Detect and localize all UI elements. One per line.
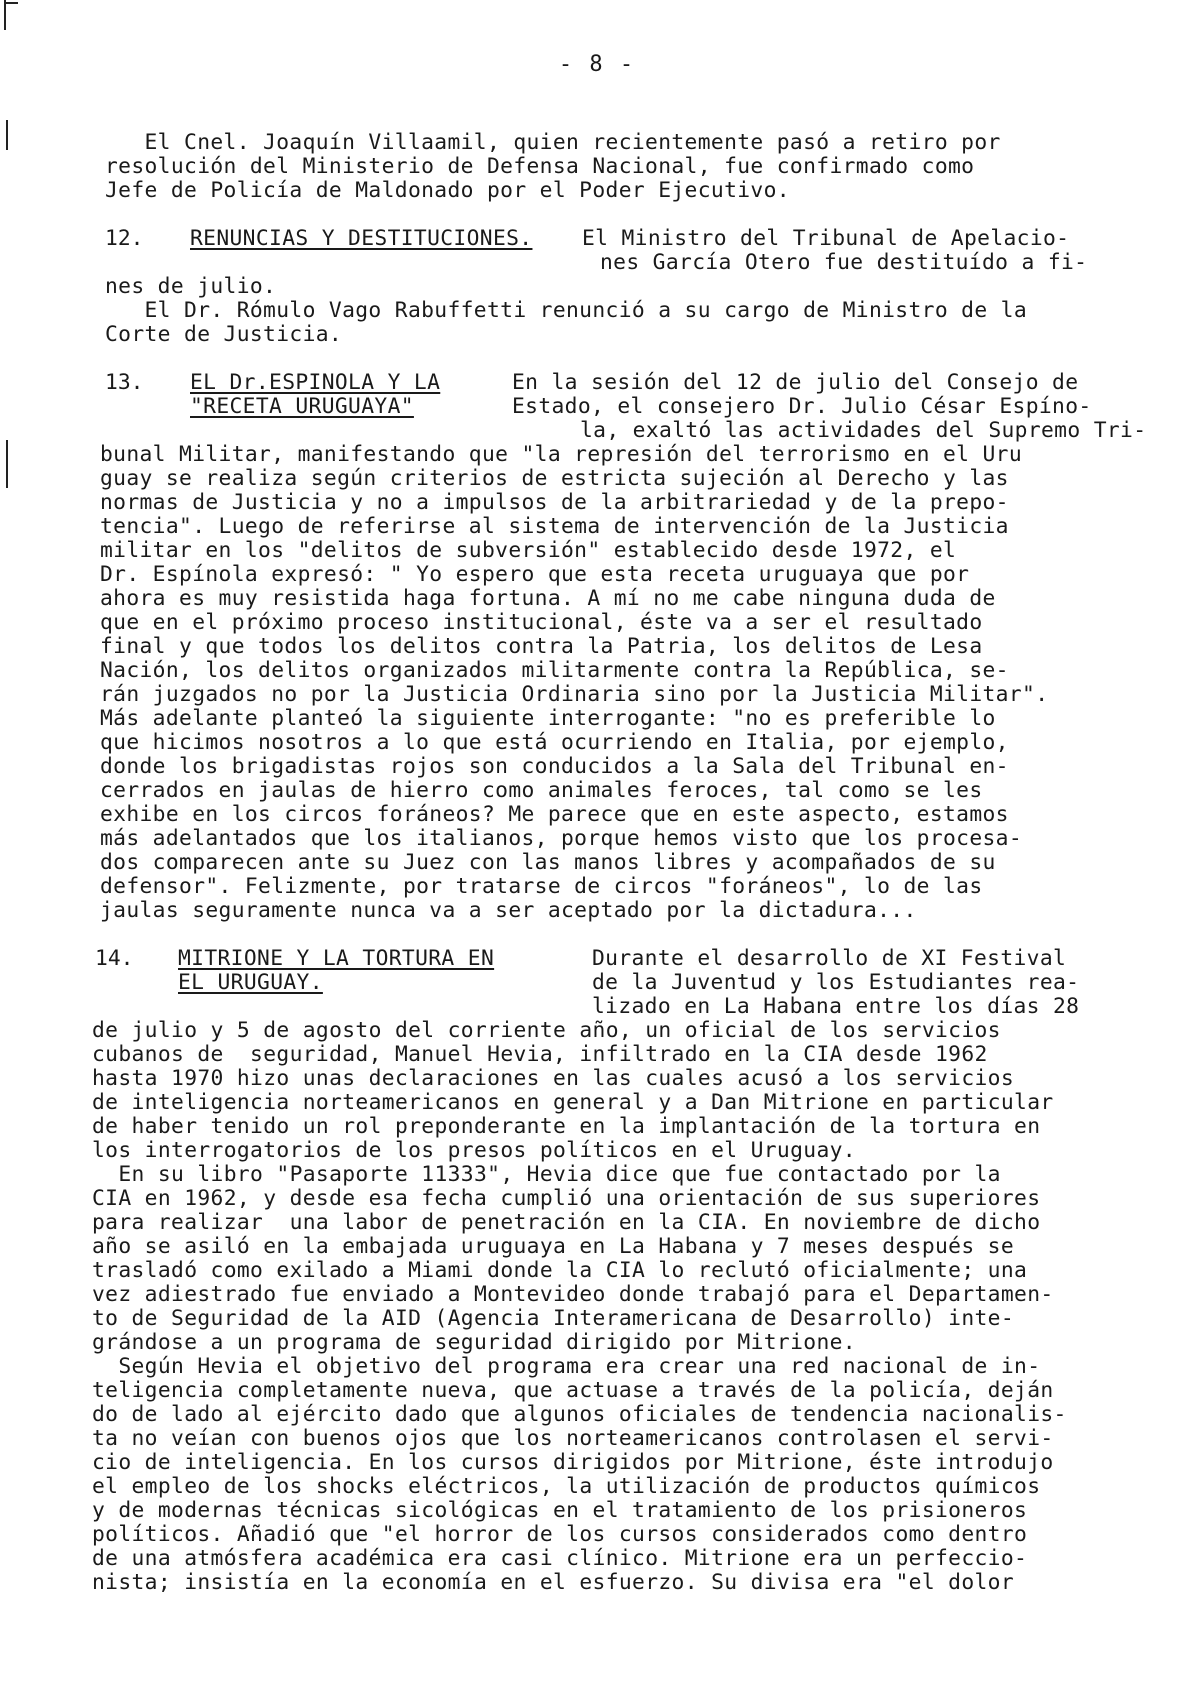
body-line: de una atmósfera académica era casi clínico. Mitrione era un perfeccio- xyxy=(92,1546,1028,1571)
body-line: nista; insistía en la economía en el esfuerzo. Su divisa era "el dolor xyxy=(92,1570,1015,1595)
side-line: de la Juventud y los Estudiantes rea- xyxy=(592,970,1080,995)
body-line: más adelantados que los italianos, porque hemos visto que los procesa- xyxy=(100,826,1023,851)
section-heading: "RECETA URUGUAYA" xyxy=(190,394,414,419)
side-line: Durante el desarrollo de XI Festival xyxy=(592,946,1067,971)
body-line: el empleo de los shocks eléctricos, la utilización de productos químicos xyxy=(92,1474,1041,1499)
body-line: to de Seguridad de la AID (Agencia Interamericana de Desarrollo) inte- xyxy=(92,1306,1015,1331)
section-number: 13. xyxy=(105,370,144,395)
section-heading: EL URUGUAY. xyxy=(178,970,323,995)
side-line: El Ministro del Tribunal de Apelacio- xyxy=(582,226,1070,251)
body-line: bunal Militar, manifestando que "la represión del terrorismo en el Uru xyxy=(100,442,1023,467)
side-line: Estado, el consejero Dr. Julio César Espíno- xyxy=(512,394,1092,419)
body-line: que en el próximo proceso institucional, éste va a ser el resultado xyxy=(100,610,983,635)
side-line: nes García Otero fue destituído a fi- xyxy=(600,250,1088,275)
body-line: de julio y 5 de agosto del corriente año, un oficial de los servicios xyxy=(92,1018,1001,1043)
body-line: teligencia completamente nueva, que actuase a través de la policía, deján xyxy=(92,1378,1054,1403)
body-line: cerrados en jaulas de hierro como animales feroces, tal como se les xyxy=(100,778,983,803)
section-heading: RENUNCIAS Y DESTITUCIONES. xyxy=(190,226,533,251)
side-line: la, exaltó las actividades del Supremo Tri- xyxy=(580,418,1147,443)
body-line: de inteligencia norteamericanos en general y a Dan Mitrione en particular xyxy=(92,1090,1054,1115)
body-line: que hicimos nosotros a lo que está ocurriendo en Italia, por ejemplo, xyxy=(100,730,1009,755)
side-line: En la sesión del 12 de julio del Consejo de xyxy=(512,370,1079,395)
body-line: cio de inteligencia. En los cursos dirigidos por Mitrione, éste introdujo xyxy=(92,1450,1054,1475)
body-line: do de lado al ejército dado que algunos oficiales de tendencia nacionalis- xyxy=(92,1402,1067,1427)
page-number: - 8 - xyxy=(558,52,636,77)
section-number: 14. xyxy=(95,946,134,971)
body-line: Nación, los delitos organizados militarmente contra la República, se- xyxy=(100,658,1009,683)
scan-mark xyxy=(4,2,18,4)
body-line: año se asiló en la embajada uruguaya en La Habana y 7 meses después se xyxy=(92,1234,1015,1259)
scan-mark xyxy=(6,120,8,150)
body-line: ta no veían con buenos ojos que los norteamericanos controlasen el servi- xyxy=(92,1426,1054,1451)
body-line: El Dr. Rómulo Vago Rabuffetti renunció a su cargo de Ministro de la xyxy=(105,298,1028,323)
body-line: hasta 1970 hizo unas declaraciones en las cuales acusó a los servicios xyxy=(92,1066,1015,1091)
body-line: cubanos de seguridad, Manuel Hevia, infiltrado en la CIA desde 1962 xyxy=(92,1042,988,1067)
body-line: En su libro "Pasaporte 11333", Hevia dice que fue contactado por la xyxy=(92,1162,1001,1187)
body-line: tencia". Luego de referirse al sistema de intervención de la Justicia xyxy=(100,514,1009,539)
body-line: políticos. Añadió que "el horror de los cursos considerados como dentro xyxy=(92,1522,1028,1547)
body-line: donde los brigadistas rojos son conducidos a la Sala del Tribunal en- xyxy=(100,754,1009,779)
body-line: guay se realiza según criterios de estricta sujeción al Derecho y las xyxy=(100,466,1009,491)
body-line: Más adelante planteó la siguiente interrogante: "no es preferible lo xyxy=(100,706,996,731)
body-line: Dr. Espínola expresó: " Yo espero que esta receta uruguaya que por xyxy=(100,562,970,587)
body-line: CIA en 1962, y desde esa fecha cumplió una orientación de sus superiores xyxy=(92,1186,1041,1211)
scan-mark xyxy=(6,440,8,488)
body-line: El Cnel. Joaquín Villaamil, quien recientemente pasó a retiro por xyxy=(105,130,1001,155)
body-line: trasladó como exilado a Miami donde la CIA lo reclutó oficialmente; una xyxy=(92,1258,1028,1283)
body-line: Según Hevia el objetivo del programa era crear una red nacional de in- xyxy=(92,1354,1041,1379)
body-line: normas de Justicia y no a impulsos de la arbitrariedad y de la prepo- xyxy=(100,490,1009,515)
body-line: resolución del Ministerio de Defensa Nacional, fue confirmado como xyxy=(105,154,975,179)
body-line: exhibe en los circos foráneos? Me parece que en este aspecto, estamos xyxy=(100,802,1009,827)
body-line: y de modernas técnicas sicológicas en el tratamiento de los prisioneros xyxy=(92,1498,1028,1523)
body-line: Corte de Justicia. xyxy=(105,322,343,347)
body-line: de haber tenido un rol preponderante en la implantación de la tortura en xyxy=(92,1114,1041,1139)
body-line: Jefe de Policía de Maldonado por el Poder Ejecutivo. xyxy=(105,178,790,203)
body-line: dos comparecen ante su Juez con las manos libres y acompañados de su xyxy=(100,850,996,875)
body-line: final y que todos los delitos contra la Patria, los delitos de Lesa xyxy=(100,634,983,659)
body-line: nes de julio. xyxy=(105,274,277,299)
section-heading: MITRIONE Y LA TORTURA EN xyxy=(178,946,495,971)
body-line: defensor". Felizmente, por tratarse de circos "foráneos", lo de las xyxy=(100,874,983,899)
body-line: los interrogatorios de los presos políticos en el Uruguay. xyxy=(92,1138,856,1163)
side-line: lizado en La Habana entre los días 28 xyxy=(592,994,1080,1019)
section-number: 12. xyxy=(105,226,144,251)
body-line: rán juzgados no por la Justicia Ordinaria sino por la Justicia Militar". xyxy=(100,682,1049,707)
body-line: grándose a un programa de seguridad dirigido por Mitrione. xyxy=(92,1330,856,1355)
section-heading: EL Dr.ESPINOLA Y LA xyxy=(190,370,441,395)
body-line: vez adiestrado fue enviado a Montevideo donde trabajó para el Departamen- xyxy=(92,1282,1054,1307)
body-line: para realizar una labor de penetración en la CIA. En noviembre de dicho xyxy=(92,1210,1041,1235)
scan-mark xyxy=(4,0,6,30)
body-line: militar en los "delitos de subversión" establecido desde 1972, el xyxy=(100,538,957,563)
body-line: jaulas seguramente nunca va a ser aceptado por la dictadura... xyxy=(100,898,917,923)
body-line: ahora es muy resistida haga fortuna. A mí no me cabe ninguna duda de xyxy=(100,586,996,611)
